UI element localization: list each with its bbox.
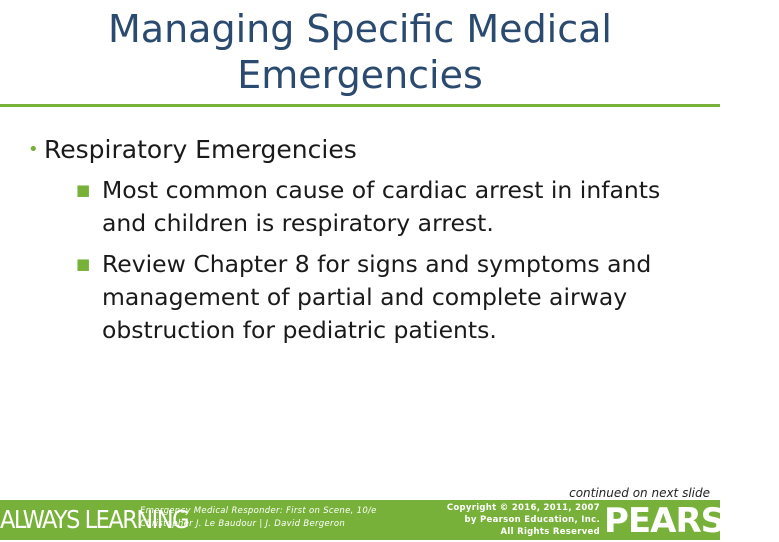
- sub-bullet-1: [76, 174, 692, 240]
- title-line-1: Managing Specific Medical: [108, 7, 612, 51]
- slide-title: [0, 6, 720, 98]
- sub-bullet-1-text: Most common cause of cardiac arrest in infants and children is respiratory arrest.: [102, 176, 661, 237]
- bullet-level-1-text: Respiratory Emergencies: [44, 135, 357, 164]
- copyright-line-2: by Pearson Education, Inc.: [464, 515, 600, 525]
- book-citation: [140, 505, 440, 531]
- copyright-line-3: All Rights Reserved: [500, 527, 600, 537]
- footer-bar: [0, 500, 779, 541]
- square-bullet-icon: ■: [76, 255, 91, 273]
- sub-bullet-2-text: Review Chapter 8 for signs and symptoms and management of partial and complete airway obstruction for pediatric patients.: [102, 250, 652, 344]
- book-title: Emergency Medical Responder: First on Scene, 10/e: [140, 506, 377, 516]
- square-bullet-icon: ■: [76, 181, 91, 199]
- continued-note: continued on next slide: [569, 486, 710, 500]
- copyright-line-1: Copyright © 2016, 2011, 2007: [446, 503, 600, 513]
- always-learning-logo: ALWAYS LEARNING: [0, 505, 189, 534]
- sub-bullet-2: [76, 248, 692, 347]
- round-bullet-icon: •: [28, 139, 39, 160]
- bullet-level-1: [28, 132, 357, 168]
- book-authors: Christopher J. Le Baudour | J. David Bergeron: [140, 519, 346, 529]
- copyright-notice: [440, 502, 600, 538]
- pearson-logo: PEARSON: [604, 501, 779, 541]
- title-divider: [0, 104, 720, 107]
- title-line-2: Emergencies: [237, 53, 483, 97]
